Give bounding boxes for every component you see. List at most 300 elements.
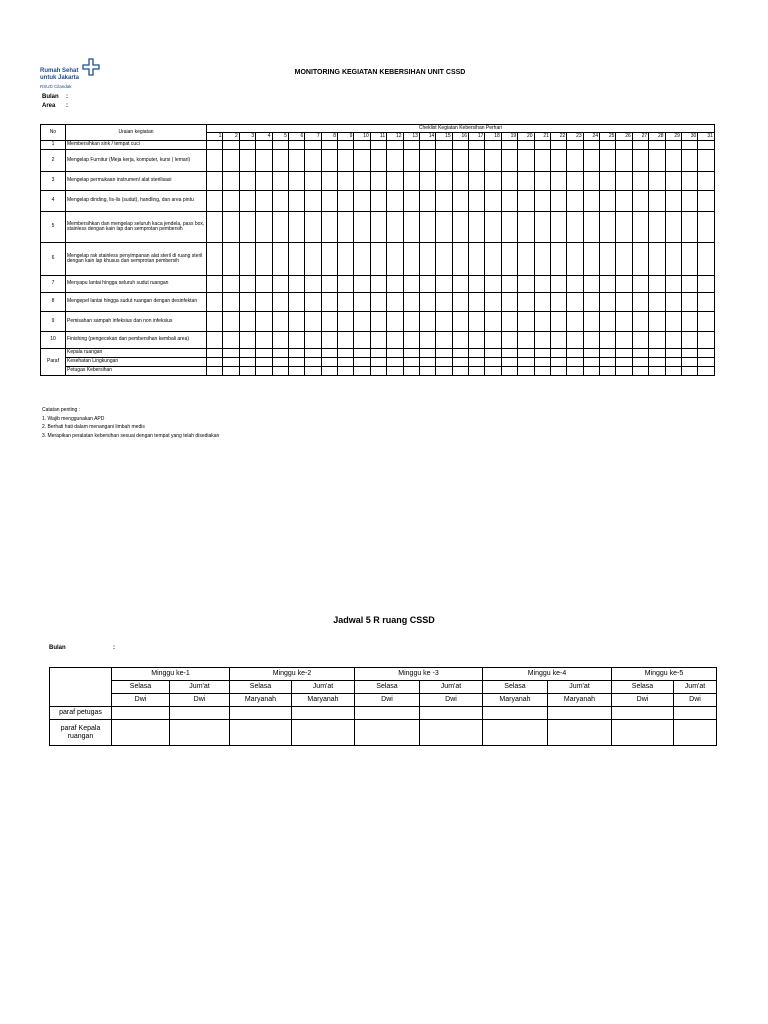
checklist-cell[interactable]: [305, 332, 321, 349]
signature-cell[interactable]: [483, 720, 548, 746]
checklist-cell[interactable]: [338, 293, 354, 312]
paraf-cell[interactable]: [256, 358, 272, 367]
checklist-cell[interactable]: [501, 172, 517, 191]
checklist-cell[interactable]: [681, 332, 697, 349]
paraf-cell[interactable]: [239, 367, 255, 376]
checklist-cell[interactable]: [419, 243, 435, 276]
checklist-cell[interactable]: [567, 332, 583, 349]
checklist-cell[interactable]: [583, 243, 599, 276]
checklist-cell[interactable]: [256, 332, 272, 349]
checklist-cell[interactable]: [403, 293, 419, 312]
checklist-cell[interactable]: [207, 191, 223, 212]
checklist-cell[interactable]: [321, 332, 337, 349]
checklist-cell[interactable]: [501, 312, 517, 332]
checklist-cell[interactable]: [632, 212, 648, 243]
paraf-cell[interactable]: [681, 367, 697, 376]
checklist-cell[interactable]: [485, 212, 501, 243]
checklist-cell[interactable]: [567, 191, 583, 212]
checklist-cell[interactable]: [665, 212, 681, 243]
checklist-cell[interactable]: [354, 243, 370, 276]
checklist-cell[interactable]: [256, 293, 272, 312]
checklist-cell[interactable]: [501, 243, 517, 276]
checklist-cell[interactable]: [272, 312, 288, 332]
paraf-cell[interactable]: [387, 349, 403, 358]
checklist-cell[interactable]: [616, 243, 632, 276]
checklist-cell[interactable]: [534, 212, 550, 243]
checklist-cell[interactable]: [370, 150, 386, 172]
paraf-cell[interactable]: [550, 367, 566, 376]
paraf-cell[interactable]: [305, 349, 321, 358]
checklist-cell[interactable]: [370, 332, 386, 349]
checklist-cell[interactable]: [501, 212, 517, 243]
paraf-cell[interactable]: [436, 367, 452, 376]
checklist-cell[interactable]: [632, 150, 648, 172]
paraf-cell[interactable]: [370, 358, 386, 367]
checklist-cell[interactable]: [485, 243, 501, 276]
paraf-cell[interactable]: [534, 358, 550, 367]
checklist-cell[interactable]: [239, 172, 255, 191]
signature-cell[interactable]: [548, 720, 612, 746]
checklist-cell[interactable]: [485, 141, 501, 150]
checklist-cell[interactable]: [698, 212, 715, 243]
checklist-cell[interactable]: [354, 293, 370, 312]
paraf-cell[interactable]: [256, 349, 272, 358]
checklist-cell[interactable]: [665, 332, 681, 349]
paraf-cell[interactable]: [452, 349, 468, 358]
checklist-cell[interactable]: [272, 172, 288, 191]
paraf-cell[interactable]: [387, 358, 403, 367]
signature-cell[interactable]: [112, 707, 170, 720]
checklist-cell[interactable]: [239, 150, 255, 172]
checklist-cell[interactable]: [272, 191, 288, 212]
paraf-cell[interactable]: [403, 367, 419, 376]
paraf-cell[interactable]: [469, 358, 485, 367]
checklist-cell[interactable]: [305, 150, 321, 172]
paraf-cell[interactable]: [698, 349, 715, 358]
checklist-cell[interactable]: [649, 332, 665, 349]
checklist-cell[interactable]: [550, 312, 566, 332]
signature-cell[interactable]: [230, 720, 292, 746]
checklist-cell[interactable]: [338, 312, 354, 332]
checklist-cell[interactable]: [354, 212, 370, 243]
checklist-cell[interactable]: [632, 293, 648, 312]
checklist-cell[interactable]: [387, 212, 403, 243]
checklist-cell[interactable]: [256, 312, 272, 332]
checklist-cell[interactable]: [305, 293, 321, 312]
checklist-cell[interactable]: [452, 212, 468, 243]
checklist-cell[interactable]: [403, 141, 419, 150]
checklist-cell[interactable]: [436, 172, 452, 191]
checklist-cell[interactable]: [534, 276, 550, 293]
checklist-cell[interactable]: [681, 150, 697, 172]
checklist-cell[interactable]: [518, 172, 534, 191]
paraf-cell[interactable]: [338, 367, 354, 376]
checklist-cell[interactable]: [665, 141, 681, 150]
checklist-cell[interactable]: [239, 276, 255, 293]
signature-cell[interactable]: [674, 720, 717, 746]
checklist-cell[interactable]: [501, 191, 517, 212]
checklist-cell[interactable]: [632, 172, 648, 191]
checklist-cell[interactable]: [256, 150, 272, 172]
paraf-cell[interactable]: [207, 367, 223, 376]
checklist-cell[interactable]: [501, 141, 517, 150]
signature-cell[interactable]: [420, 720, 483, 746]
checklist-cell[interactable]: [288, 141, 304, 150]
checklist-cell[interactable]: [207, 276, 223, 293]
checklist-cell[interactable]: [272, 141, 288, 150]
checklist-cell[interactable]: [419, 276, 435, 293]
checklist-cell[interactable]: [452, 332, 468, 349]
paraf-cell[interactable]: [632, 358, 648, 367]
checklist-cell[interactable]: [501, 276, 517, 293]
checklist-cell[interactable]: [518, 243, 534, 276]
checklist-cell[interactable]: [321, 191, 337, 212]
checklist-cell[interactable]: [272, 243, 288, 276]
checklist-cell[interactable]: [649, 312, 665, 332]
checklist-cell[interactable]: [305, 276, 321, 293]
checklist-cell[interactable]: [485, 150, 501, 172]
checklist-cell[interactable]: [534, 312, 550, 332]
checklist-cell[interactable]: [288, 191, 304, 212]
signature-cell[interactable]: [170, 720, 230, 746]
checklist-cell[interactable]: [321, 172, 337, 191]
checklist-cell[interactable]: [518, 212, 534, 243]
checklist-cell[interactable]: [485, 172, 501, 191]
checklist-cell[interactable]: [207, 293, 223, 312]
checklist-cell[interactable]: [485, 312, 501, 332]
checklist-cell[interactable]: [469, 150, 485, 172]
paraf-cell[interactable]: [681, 358, 697, 367]
checklist-cell[interactable]: [387, 293, 403, 312]
paraf-cell[interactable]: [600, 358, 616, 367]
checklist-cell[interactable]: [370, 243, 386, 276]
checklist-cell[interactable]: [338, 243, 354, 276]
paraf-cell[interactable]: [665, 358, 681, 367]
checklist-cell[interactable]: [681, 276, 697, 293]
checklist-cell[interactable]: [370, 212, 386, 243]
checklist-cell[interactable]: [436, 293, 452, 312]
checklist-cell[interactable]: [354, 312, 370, 332]
paraf-cell[interactable]: [288, 358, 304, 367]
checklist-cell[interactable]: [239, 243, 255, 276]
paraf-cell[interactable]: [452, 367, 468, 376]
paraf-cell[interactable]: [469, 349, 485, 358]
paraf-cell[interactable]: [616, 367, 632, 376]
checklist-cell[interactable]: [452, 141, 468, 150]
signature-cell[interactable]: [170, 707, 230, 720]
checklist-cell[interactable]: [288, 293, 304, 312]
checklist-cell[interactable]: [321, 276, 337, 293]
checklist-cell[interactable]: [436, 150, 452, 172]
paraf-cell[interactable]: [370, 349, 386, 358]
paraf-cell[interactable]: [485, 367, 501, 376]
paraf-cell[interactable]: [305, 358, 321, 367]
checklist-cell[interactable]: [419, 172, 435, 191]
checklist-cell[interactable]: [600, 276, 616, 293]
checklist-cell[interactable]: [272, 276, 288, 293]
checklist-cell[interactable]: [272, 293, 288, 312]
paraf-cell[interactable]: [485, 358, 501, 367]
checklist-cell[interactable]: [616, 150, 632, 172]
checklist-cell[interactable]: [501, 150, 517, 172]
checklist-cell[interactable]: [649, 293, 665, 312]
paraf-cell[interactable]: [239, 349, 255, 358]
checklist-cell[interactable]: [387, 191, 403, 212]
paraf-cell[interactable]: [518, 349, 534, 358]
checklist-cell[interactable]: [403, 276, 419, 293]
checklist-cell[interactable]: [698, 141, 715, 150]
checklist-cell[interactable]: [567, 141, 583, 150]
checklist-cell[interactable]: [207, 332, 223, 349]
checklist-cell[interactable]: [419, 212, 435, 243]
checklist-cell[interactable]: [354, 172, 370, 191]
checklist-cell[interactable]: [305, 212, 321, 243]
checklist-cell[interactable]: [550, 212, 566, 243]
paraf-cell[interactable]: [436, 349, 452, 358]
checklist-cell[interactable]: [338, 150, 354, 172]
checklist-cell[interactable]: [698, 332, 715, 349]
paraf-cell[interactable]: [518, 358, 534, 367]
checklist-cell[interactable]: [338, 172, 354, 191]
checklist-cell[interactable]: [239, 212, 255, 243]
paraf-cell[interactable]: [321, 367, 337, 376]
paraf-cell[interactable]: [550, 358, 566, 367]
paraf-cell[interactable]: [616, 358, 632, 367]
checklist-cell[interactable]: [616, 191, 632, 212]
checklist-cell[interactable]: [436, 212, 452, 243]
checklist-cell[interactable]: [534, 293, 550, 312]
paraf-cell[interactable]: [288, 349, 304, 358]
checklist-cell[interactable]: [616, 141, 632, 150]
checklist-cell[interactable]: [256, 243, 272, 276]
checklist-cell[interactable]: [321, 243, 337, 276]
checklist-cell[interactable]: [583, 293, 599, 312]
checklist-cell[interactable]: [321, 212, 337, 243]
checklist-cell[interactable]: [256, 276, 272, 293]
checklist-cell[interactable]: [616, 212, 632, 243]
checklist-cell[interactable]: [665, 312, 681, 332]
signature-cell[interactable]: [612, 720, 674, 746]
checklist-cell[interactable]: [305, 141, 321, 150]
checklist-cell[interactable]: [370, 141, 386, 150]
signature-cell[interactable]: [612, 707, 674, 720]
checklist-cell[interactable]: [534, 191, 550, 212]
checklist-cell[interactable]: [321, 141, 337, 150]
checklist-cell[interactable]: [370, 172, 386, 191]
checklist-cell[interactable]: [550, 276, 566, 293]
checklist-cell[interactable]: [600, 172, 616, 191]
checklist-cell[interactable]: [632, 312, 648, 332]
checklist-cell[interactable]: [550, 332, 566, 349]
signature-cell[interactable]: [674, 707, 717, 720]
checklist-cell[interactable]: [239, 293, 255, 312]
checklist-cell[interactable]: [469, 141, 485, 150]
checklist-cell[interactable]: [567, 293, 583, 312]
checklist-cell[interactable]: [436, 243, 452, 276]
checklist-cell[interactable]: [583, 212, 599, 243]
paraf-cell[interactable]: [567, 367, 583, 376]
paraf-cell[interactable]: [600, 349, 616, 358]
checklist-cell[interactable]: [649, 276, 665, 293]
checklist-cell[interactable]: [469, 276, 485, 293]
checklist-cell[interactable]: [600, 212, 616, 243]
checklist-cell[interactable]: [518, 141, 534, 150]
checklist-cell[interactable]: [338, 212, 354, 243]
paraf-cell[interactable]: [387, 367, 403, 376]
checklist-cell[interactable]: [436, 191, 452, 212]
checklist-cell[interactable]: [649, 150, 665, 172]
checklist-cell[interactable]: [452, 191, 468, 212]
checklist-cell[interactable]: [272, 212, 288, 243]
checklist-cell[interactable]: [600, 312, 616, 332]
paraf-cell[interactable]: [239, 358, 255, 367]
checklist-cell[interactable]: [665, 293, 681, 312]
paraf-cell[interactable]: [649, 367, 665, 376]
checklist-cell[interactable]: [698, 276, 715, 293]
checklist-cell[interactable]: [288, 243, 304, 276]
paraf-cell[interactable]: [354, 358, 370, 367]
checklist-cell[interactable]: [600, 141, 616, 150]
checklist-cell[interactable]: [583, 312, 599, 332]
checklist-cell[interactable]: [354, 150, 370, 172]
checklist-cell[interactable]: [207, 243, 223, 276]
paraf-cell[interactable]: [534, 367, 550, 376]
checklist-cell[interactable]: [354, 141, 370, 150]
checklist-cell[interactable]: [419, 332, 435, 349]
checklist-cell[interactable]: [370, 276, 386, 293]
checklist-cell[interactable]: [665, 150, 681, 172]
checklist-cell[interactable]: [698, 191, 715, 212]
checklist-cell[interactable]: [256, 141, 272, 150]
signature-cell[interactable]: [292, 707, 355, 720]
paraf-cell[interactable]: [419, 367, 435, 376]
checklist-cell[interactable]: [272, 332, 288, 349]
checklist-cell[interactable]: [698, 172, 715, 191]
paraf-cell[interactable]: [338, 349, 354, 358]
checklist-cell[interactable]: [681, 243, 697, 276]
checklist-cell[interactable]: [469, 212, 485, 243]
paraf-cell[interactable]: [583, 367, 599, 376]
paraf-cell[interactable]: [256, 367, 272, 376]
checklist-cell[interactable]: [681, 191, 697, 212]
paraf-cell[interactable]: [649, 358, 665, 367]
paraf-cell[interactable]: [207, 349, 223, 358]
checklist-cell[interactable]: [338, 276, 354, 293]
checklist-cell[interactable]: [665, 243, 681, 276]
checklist-cell[interactable]: [288, 276, 304, 293]
checklist-cell[interactable]: [485, 191, 501, 212]
checklist-cell[interactable]: [403, 212, 419, 243]
checklist-cell[interactable]: [649, 141, 665, 150]
paraf-cell[interactable]: [518, 367, 534, 376]
checklist-cell[interactable]: [223, 212, 239, 243]
checklist-cell[interactable]: [632, 276, 648, 293]
paraf-cell[interactable]: [354, 349, 370, 358]
checklist-cell[interactable]: [305, 172, 321, 191]
paraf-cell[interactable]: [452, 358, 468, 367]
signature-cell[interactable]: [548, 707, 612, 720]
checklist-cell[interactable]: [469, 243, 485, 276]
paraf-cell[interactable]: [223, 367, 239, 376]
paraf-cell[interactable]: [305, 367, 321, 376]
checklist-cell[interactable]: [485, 276, 501, 293]
paraf-cell[interactable]: [665, 349, 681, 358]
checklist-cell[interactable]: [354, 332, 370, 349]
checklist-cell[interactable]: [681, 312, 697, 332]
checklist-cell[interactable]: [600, 243, 616, 276]
checklist-cell[interactable]: [518, 293, 534, 312]
checklist-cell[interactable]: [632, 141, 648, 150]
checklist-cell[interactable]: [632, 191, 648, 212]
checklist-cell[interactable]: [616, 293, 632, 312]
checklist-cell[interactable]: [354, 276, 370, 293]
checklist-cell[interactable]: [681, 293, 697, 312]
checklist-cell[interactable]: [534, 141, 550, 150]
paraf-cell[interactable]: [485, 349, 501, 358]
checklist-cell[interactable]: [419, 191, 435, 212]
paraf-cell[interactable]: [272, 367, 288, 376]
checklist-cell[interactable]: [223, 332, 239, 349]
paraf-cell[interactable]: [501, 367, 517, 376]
checklist-cell[interactable]: [354, 191, 370, 212]
checklist-cell[interactable]: [550, 243, 566, 276]
signature-cell[interactable]: [420, 707, 483, 720]
checklist-cell[interactable]: [452, 150, 468, 172]
checklist-cell[interactable]: [567, 276, 583, 293]
checklist-cell[interactable]: [403, 312, 419, 332]
checklist-cell[interactable]: [469, 312, 485, 332]
checklist-cell[interactable]: [501, 332, 517, 349]
checklist-cell[interactable]: [518, 312, 534, 332]
signature-cell[interactable]: [112, 720, 170, 746]
checklist-cell[interactable]: [534, 243, 550, 276]
checklist-cell[interactable]: [698, 150, 715, 172]
checklist-cell[interactable]: [387, 276, 403, 293]
checklist-cell[interactable]: [403, 191, 419, 212]
checklist-cell[interactable]: [370, 312, 386, 332]
checklist-cell[interactable]: [616, 312, 632, 332]
checklist-cell[interactable]: [338, 332, 354, 349]
paraf-cell[interactable]: [583, 349, 599, 358]
checklist-cell[interactable]: [665, 172, 681, 191]
checklist-cell[interactable]: [469, 293, 485, 312]
paraf-cell[interactable]: [354, 367, 370, 376]
checklist-cell[interactable]: [452, 312, 468, 332]
checklist-cell[interactable]: [649, 212, 665, 243]
checklist-cell[interactable]: [338, 191, 354, 212]
checklist-cell[interactable]: [452, 243, 468, 276]
paraf-cell[interactable]: [419, 349, 435, 358]
paraf-cell[interactable]: [370, 367, 386, 376]
checklist-cell[interactable]: [305, 191, 321, 212]
checklist-cell[interactable]: [223, 191, 239, 212]
paraf-cell[interactable]: [436, 358, 452, 367]
checklist-cell[interactable]: [616, 332, 632, 349]
checklist-cell[interactable]: [681, 141, 697, 150]
paraf-cell[interactable]: [567, 349, 583, 358]
checklist-cell[interactable]: [403, 332, 419, 349]
checklist-cell[interactable]: [288, 332, 304, 349]
signature-cell[interactable]: [355, 720, 420, 746]
checklist-cell[interactable]: [305, 243, 321, 276]
checklist-cell[interactable]: [321, 312, 337, 332]
checklist-cell[interactable]: [387, 150, 403, 172]
checklist-cell[interactable]: [436, 332, 452, 349]
checklist-cell[interactable]: [469, 172, 485, 191]
checklist-cell[interactable]: [239, 141, 255, 150]
checklist-cell[interactable]: [403, 150, 419, 172]
paraf-cell[interactable]: [223, 358, 239, 367]
